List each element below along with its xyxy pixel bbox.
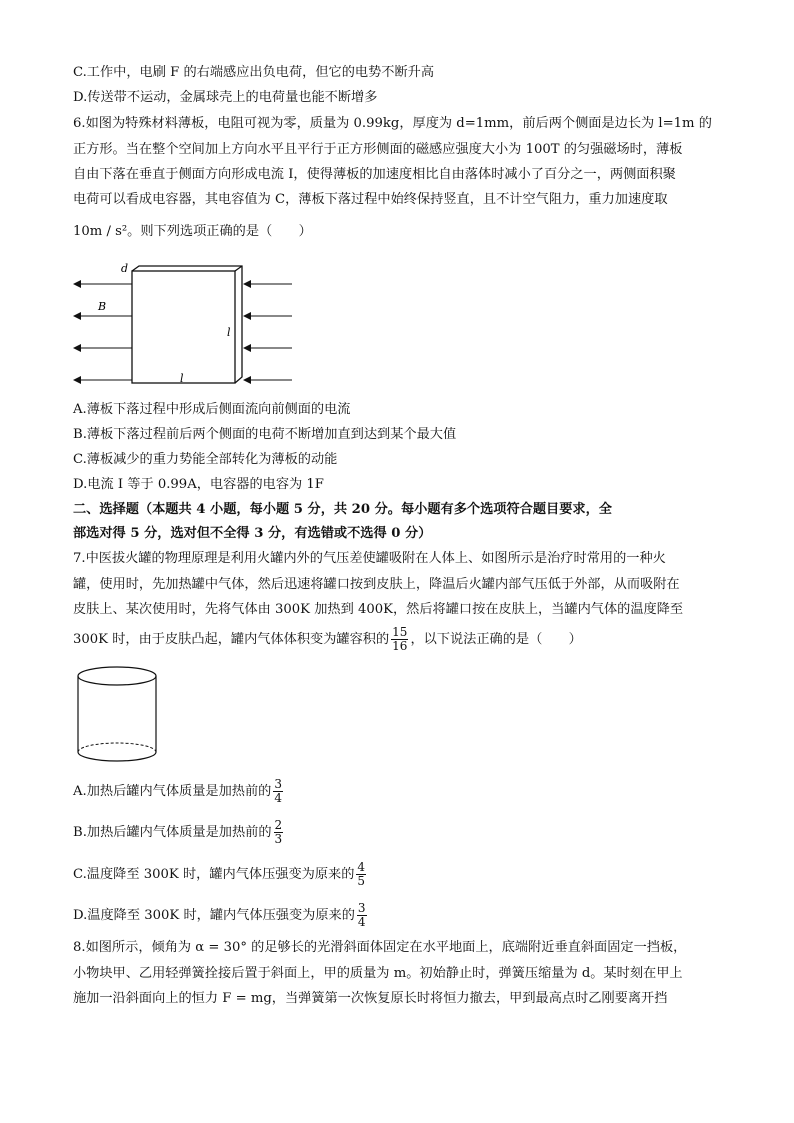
question-7-line-2: 罐，使用时，先加热罐中气体，然后迅速将罐口按到皮肤上，降温后火罐内部气压低于外部，从而吸附在 (73, 577, 680, 592)
question-6-line-4: 电荷可以看成电容器，其电容值为 C，薄板下落过程中始终保持竖直，且不计空气阻力，重力加速度取 (73, 192, 668, 207)
question-7-line-3: 皮肤上、某次使用时，先将气体由 300K 加热到 400K，然后将罐口按在皮肤上，当罐内气体的温度降至 (73, 602, 684, 617)
fraction-denominator: 4 (274, 791, 282, 805)
question-6-line-5: 10m / s²。则下列选项正确的是（ ） (73, 224, 312, 239)
question-6-line-2: 正方形。当在整个空间加上方向水平且平行于正方形侧面的磁感应强度大小为 100T 的匀强磁场时，薄板 (73, 142, 683, 157)
option-d7 (73, 902, 369, 929)
question-8-line-3: 施加一沿斜面向上的恒力 F = mg，当弹簧第一次恢复原长时将恒力撤去，甲到最高点时乙刚要离开挡 (73, 991, 668, 1006)
question-7-cylinder-figure (74, 664, 160, 766)
option-c5: C.工作中，电刷 F 的右端感应出负电荷，但它的电势不断升高 (73, 65, 435, 80)
plate-thickness (132, 266, 242, 383)
cylinder-top (78, 667, 156, 685)
fraction-q7 (391, 626, 408, 653)
fraction-a7 (273, 778, 283, 805)
plate-front-face (132, 271, 235, 383)
cylinder-bottom-back (78, 743, 156, 752)
section-2-header-line-2: 部选对得 5 分，选对但不全得 3 分，有选错或不选得 0 分） (73, 526, 432, 541)
question-6-line-3: 自由下落在垂直于侧面方向形成电流 I，使得薄板的加速度相比自由落体时减小了百分之一，两侧面积聚 (73, 167, 676, 182)
label-B: B (98, 300, 107, 313)
fraction-numerator: 15 (392, 625, 408, 639)
option-b6: B.薄板下落过程前后两个侧面的电荷不断增加直到达到某个最大值 (73, 427, 457, 442)
question-8-line-2: 小物块甲、乙用轻弹簧拴接后置于斜面上，甲的质量为 m。初始静止时，弹簧压缩量为 d。某时刻在甲上 (73, 966, 683, 981)
question-7-line-1: 7.中医拔火罐的物理原理是利用火罐内外的气压差使罐吸附在人体上、如图所示是治疗时常用的一种火 (73, 551, 666, 566)
option-a7-text: A.加热后罐内气体质量是加热前的 (73, 784, 272, 799)
question-7-line-4-tail: ，以下说法正确的是（ ） (410, 632, 582, 647)
label-l-bottom: l (180, 372, 184, 385)
option-b7 (73, 819, 285, 846)
fraction-c7 (356, 861, 366, 888)
option-c6: C.薄板减少的重力势能全部转化为薄板的动能 (73, 452, 338, 467)
fraction-denominator: 3 (274, 832, 283, 846)
label-l-side: l (227, 326, 231, 339)
question-6-line-1: 6.如图为特殊材料薄板，电阻可视为零，质量为 0.99kg，厚度为 d=1mm，前后两个侧面是边长为 l=1m 的 (73, 116, 712, 131)
option-a6: A.薄板下落过程中形成后侧面流向前侧面的电流 (73, 402, 351, 417)
label-d: d (121, 262, 129, 275)
option-d5: D.传送带不运动，金属球壳上的电荷量也能不断增多 (73, 90, 378, 105)
option-c7 (73, 861, 368, 888)
option-b7-text: B.加热后罐内气体质量是加热前的 (73, 825, 272, 840)
fraction-numerator: 3 (357, 901, 366, 915)
fraction-denominator: 4 (357, 915, 366, 929)
option-d6: D.电流 I 等于 0.99A，电容器的电容为 1F (73, 477, 324, 492)
option-c7-text: C.温度降至 300K 时，罐内气体压强变为原来的 (73, 867, 355, 882)
fraction-numerator: 2 (274, 818, 283, 832)
option-d7-text: D.温度降至 300K 时，罐内气体压强变为原来的 (73, 908, 355, 923)
fraction-numerator: 4 (357, 860, 366, 874)
question-7-line-4 (73, 626, 582, 653)
option-a7 (73, 778, 285, 805)
fraction-denominator: 5 (357, 874, 366, 888)
question-8-line-1: 8.如图所示，倾角为 α = 30° 的足够长的光滑斜面体固定在水平地面上，底端附近垂直斜面固定一挡板， (73, 940, 687, 955)
fraction-d7 (357, 902, 367, 929)
fraction-denominator: 16 (392, 639, 408, 653)
fraction-numerator: 3 (274, 777, 282, 791)
question-6-figure (70, 258, 300, 390)
fraction-b7 (274, 819, 284, 846)
section-2-header-line-1: 二、选择题（本题共 4 小题，每小题 5 分，共 20 分。每小题有多个选项符合题目要求，全 (73, 502, 612, 517)
cylinder-bottom-front (78, 752, 156, 761)
question-7-line-4-text: 300K 时，由于皮肤凸起，罐内气体体积变为罐容积的 (73, 632, 390, 647)
